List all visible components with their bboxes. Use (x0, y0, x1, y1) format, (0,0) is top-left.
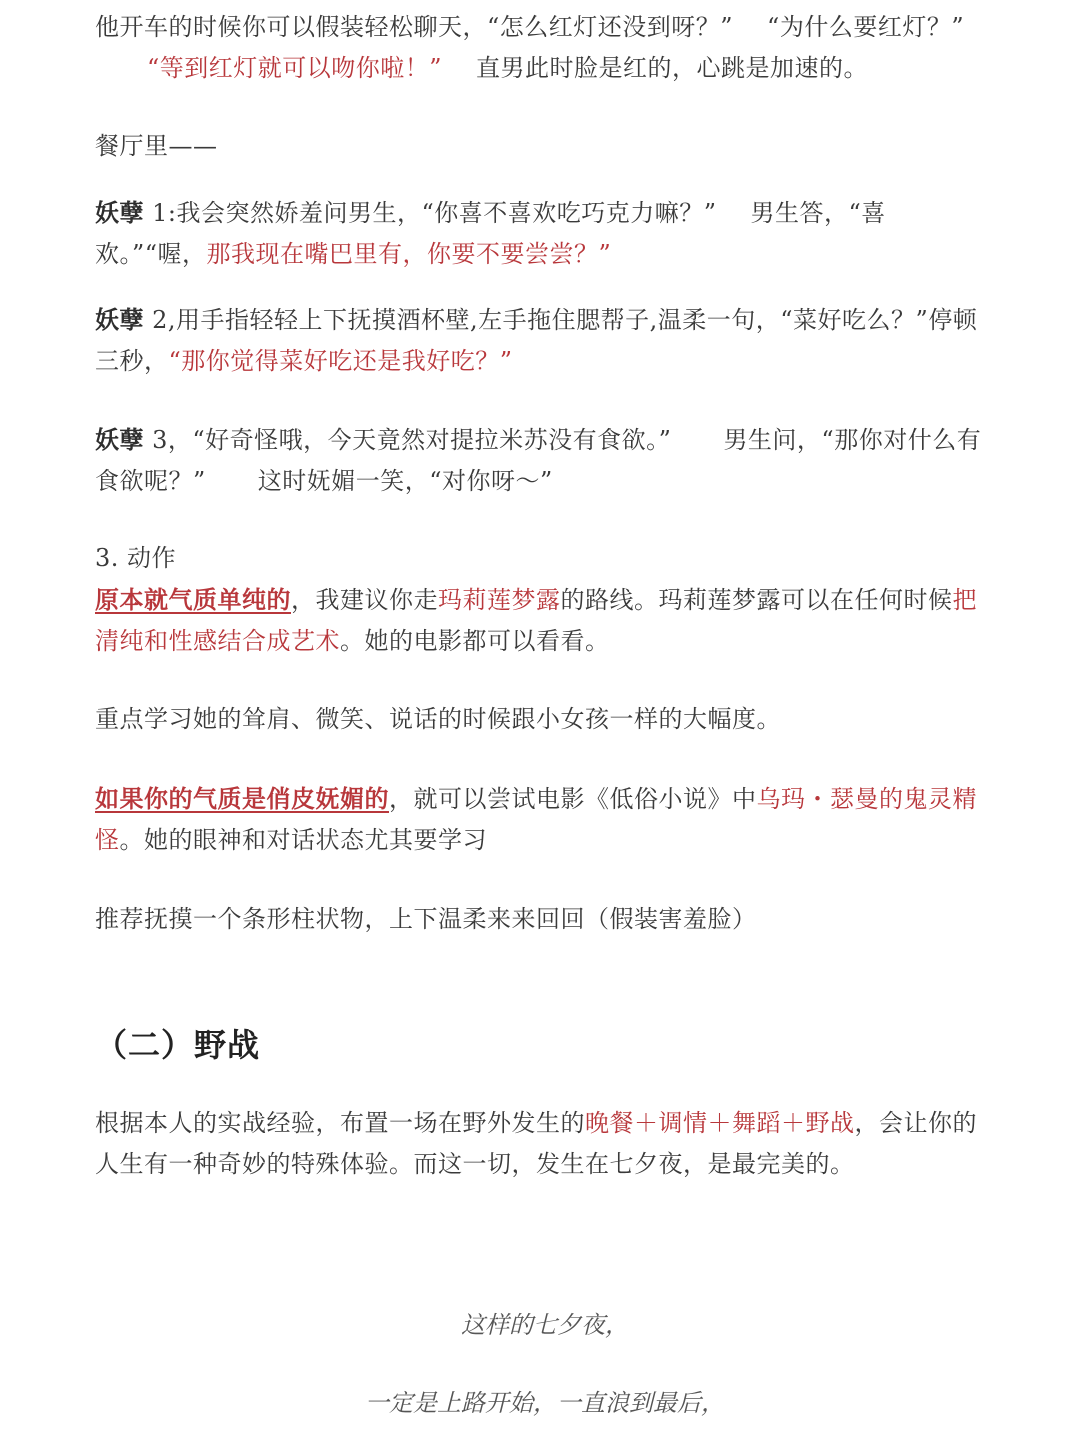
yaonie-2-highlight-1: “那你觉得 (168, 347, 280, 375)
outdoor-highlight: 晚餐＋调情＋舞蹈＋野战 (585, 1109, 855, 1137)
paragraph-monroe (95, 579, 995, 662)
yaonie-1-text: 1:我会突然娇羞问男生，“你喜不喜欢吃巧克力嘛？” (144, 199, 717, 227)
outdoor-text-1: 根据本人的实战经验，布置一场在野外发生的 (95, 1109, 585, 1137)
uma-highlight-underlined: 如果你的气质是俏皮妩媚的 (95, 784, 389, 813)
uma-highlight: 乌玛・瑟曼的鬼灵精怪 (95, 785, 977, 854)
monroe-highlight-underlined: 原本就气质单纯的 (95, 585, 291, 614)
yaonie-1-text-2: 男生答，“喜欢。”“喔， (95, 199, 886, 268)
monroe-text-3: 。她的电影都可以看看。 (340, 627, 610, 655)
yaonie-3-label: 妖孽 (95, 425, 144, 454)
paragraph-uma (95, 778, 995, 861)
article-page (95, 0, 995, 1440)
paragraph-driving (95, 7, 995, 89)
monroe-text-1: ，我建议你走 (291, 586, 438, 614)
yaonie-2-label: 妖孽 (95, 305, 144, 334)
paragraph-yaonie-3 (95, 419, 995, 502)
yaonie-2-text: 2,用手指轻轻上下抚摸酒杯壁,左手拖住腮帮子,温柔一句，“菜好吃么？”停顿三秒， (95, 306, 978, 375)
poem-line-2: 一定是上路开始，一直浪到最后， (365, 1389, 725, 1417)
yaonie-3-text-3: 这时妩媚一笑，“对你呀～” (257, 467, 553, 495)
driving-sentence-4: 直男此时脸是红的，心跳是加速的。 (476, 54, 869, 82)
yaonie-2-plain: 菜好吃还是我 (279, 347, 427, 375)
driving-highlight: “等到红灯就可以吻你啦！” (147, 54, 443, 82)
monroe-text-2: 的路线。玛莉莲梦露可以在任何时候 (560, 586, 953, 614)
paragraph-yaonie-2 (95, 299, 995, 382)
section-heading: （二）野战 (95, 1026, 261, 1064)
monroe-highlight: 把清纯和性感结合成艺术 (95, 586, 977, 655)
driving-sentence-1: 他开车的时候你可以假装轻松聊天，“怎么红灯还没到呀？” (95, 13, 734, 41)
paragraph-restaurant: 餐厅里—— (95, 132, 218, 160)
yaonie-1-label: 妖孽 (95, 198, 144, 227)
uma-text-2: 。她的眼神和对话状态尤其要学习 (119, 826, 487, 854)
outdoor-text-2: ，会让你的人生有一种奇妙的特殊体验。而这一切，发生在七夕夜，是最完美的。 (95, 1109, 977, 1178)
paragraph-yaonie-1 (95, 192, 995, 275)
yaonie-1-highlight: 那我现在嘴巴里有，你要不要尝尝？” (206, 240, 612, 268)
poem-line-1: 这样的七夕夜， (461, 1311, 629, 1339)
yaonie-2-highlight-2: 好吃？” (426, 347, 513, 375)
yaonie-3-text-2: 男生问，“那你对什么有食欲呢？” (95, 426, 982, 495)
uma-text-1: ，就可以尝试电影《低俗小说》中 (389, 785, 757, 813)
yaonie-3-text: 3，“好奇怪哦，今天竟然对提拉米苏没有食欲。” (144, 426, 672, 454)
driving-sentence-2: “为什么要红灯？” (767, 13, 965, 41)
paragraph-recommend: 推荐抚摸一个条形柱状物，上下温柔来来回回（假装害羞脸） (95, 905, 757, 933)
paragraph-study: 重点学习她的耸肩、微笑、说话的时候跟小女孩一样的大幅度。 (95, 705, 781, 733)
paragraph-outdoor (95, 1103, 995, 1185)
monroe-name: 玛莉莲梦露 (438, 586, 561, 614)
action-heading: 3. 动作 (95, 544, 177, 572)
